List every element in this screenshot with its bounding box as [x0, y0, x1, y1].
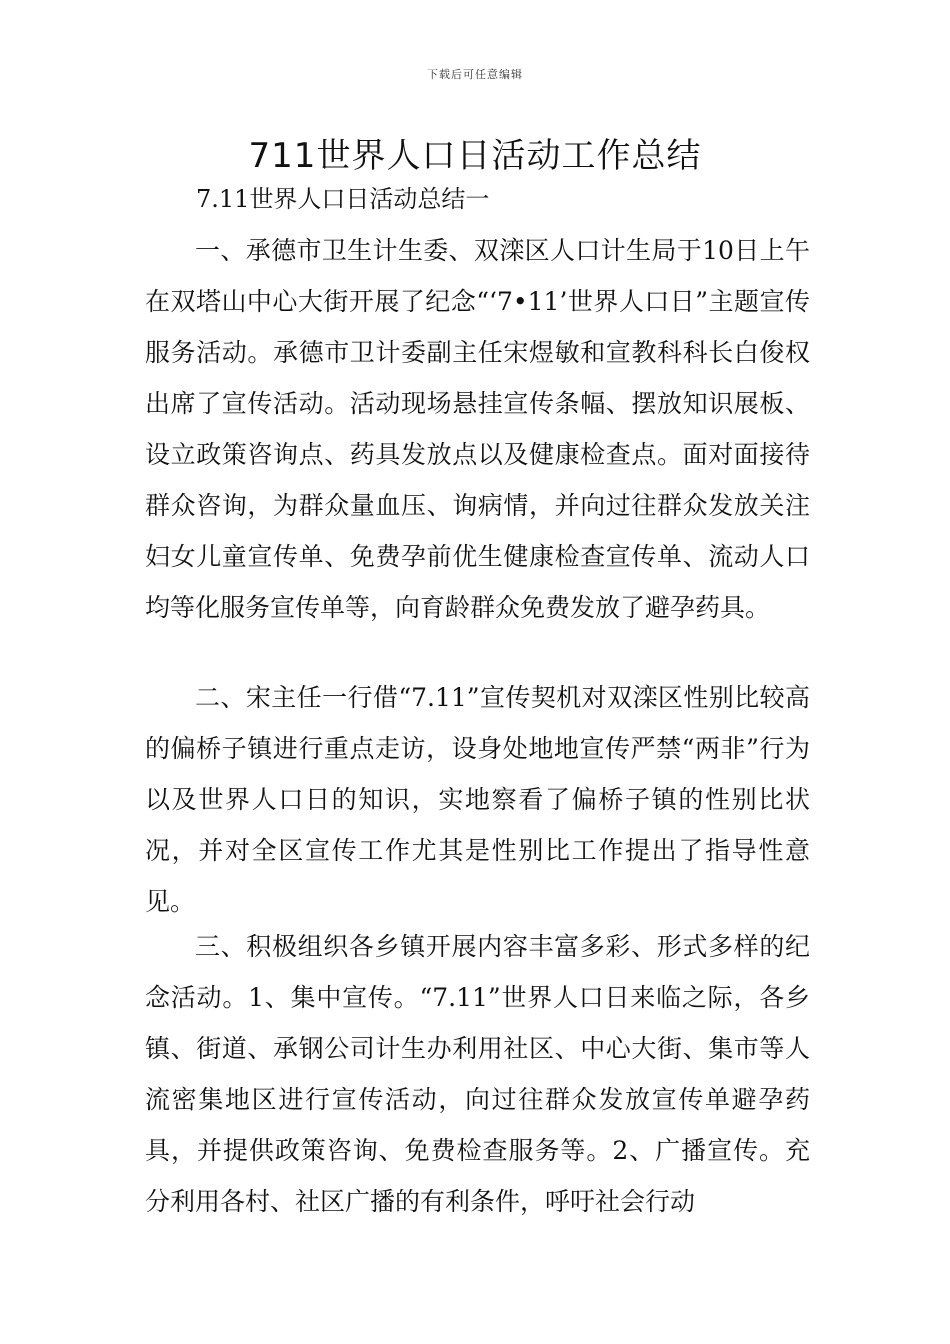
document-title: 711世界人口日活动工作总结 [248, 136, 702, 176]
header-note: 下载后可任意编辑 [427, 68, 523, 81]
paragraph-2: 二、宋主任一行借“7.11”宣传契机对双滦区性别比较高的偏桥子镇进行重点走访，设身处地地宣传严禁“两非”行为以及世界人口日的知识，实地察看了偏桥子镇的性别比状况，并对全区宣传工作尤其是性别比工作提出了指导性意见。 [145, 683, 810, 916]
document-subtitle: 7.11世界人口日活动总结一 [196, 185, 490, 213]
paragraph-1: 一、承德市卫生计生委、双滦区人口计生局于10日上午在双塔山中心大街开展了纪念“‘7•11’世界人口日”主题宣传服务活动。承德市卫计委副主任宋煜敏和宣教科科长白俊权出席了宣传活动。活动现场悬挂宣传条幅、摆放知识展板、设立政策咨询点、药具发放点以及健康检查点。面对面接待群众咨询，为群众量血压、询病情，并向过往群众发放关注妇女儿童宣传单、免费孕前优生健康检查宣传单、流动人口均等化服务宣传单等，向育龄群众免费发放了避孕药具。 [145, 236, 810, 622]
paragraph-3: 三、积极组织各乡镇开展内容丰富多彩、形式多样的纪念活动。1、集中宣传。“7.11”世界人口日来临之际，各乡镇、街道、承钢公司计生办利用社区、中心大街、集市等人流密集地区进行宣传活动，向过往群众发放宣传单避孕药具，并提供政策咨询、免费检查服务等。2、广播宣传。充分利用各村、社区广播的有利条件，呼吁社会行动 [145, 932, 810, 1216]
